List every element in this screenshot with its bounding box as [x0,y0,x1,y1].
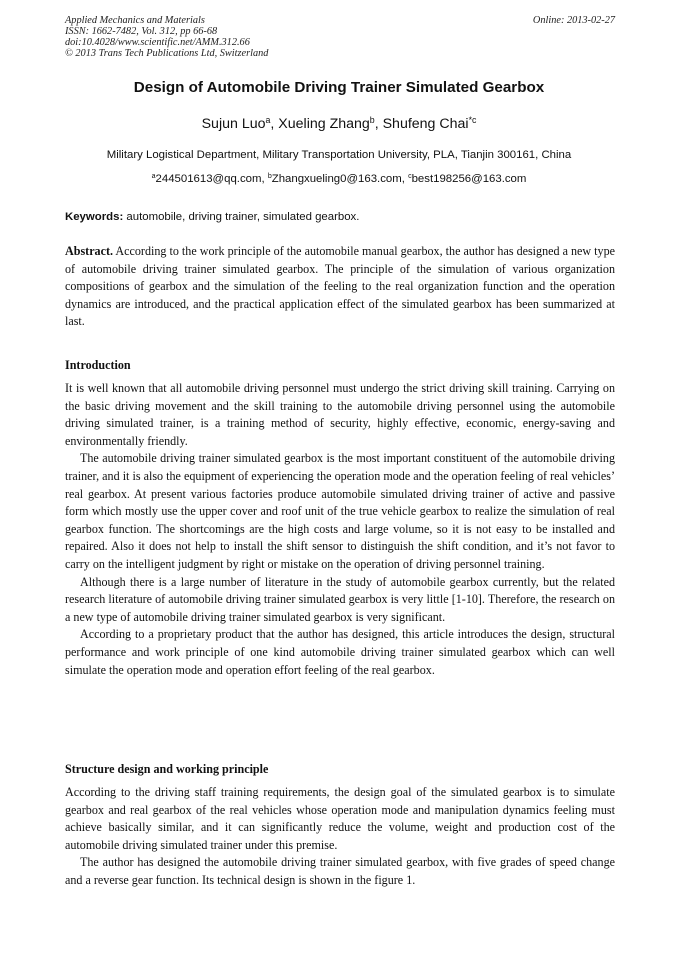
email[interactable]: $^a$244501613@qq.com, [151,173,268,185]
copyright-line: © 2013 Trans Tech Publications Ltd, Switzerland [65,48,269,59]
paragraph: According to the driving staff training requirements, the design goal of the simulated gearbox is to simulate gearbox and real gearbox of the real vehicles whose operation mode and manipulation dynamics feeling must achieve basically similar, and it can significantly reduce the volume, weight and production cost of the automobile driving simulated trainer under this premise. [65,785,615,852]
paper-title: Design of Automobile Driving Trainer Simulated Gearbox [133,79,545,96]
abstract-text: According to the work principle of the automobile manual gearbox, the author has designed a new type of automobile driving trainer simulated gearbox. The principle of the simulation of various organization compositions of gearbox and the simulation of the feeling to the real organization function and the operation dynamics are introduced, and the practical application effect of the simulated gearbox has been summarized at last. [65,244,615,329]
author-list [0,115,678,133]
paragraph: The author has designed the automobile driving trainer simulated gearbox, with five grades of speed change and a reverse gear function. Its technical design is shown in the figure 1. [65,855,615,887]
section-introduction [65,357,615,679]
abstract-label: Abstract. [65,244,114,258]
section-structure-design [65,761,615,890]
keywords-label: Keywords: [65,211,124,223]
email[interactable]: $^b$Zhangxueling0@163.com, [267,173,409,185]
doi-line: doi:10.4028/www.scientific.net/AMM.312.66 [65,37,250,48]
author: Shufeng Chai$^{*c}$ [382,115,477,132]
paragraph: The automobile driving trainer simulated gearbox is the most important constituent of the automobile driving trainer, and it is also the equipment of experiencing the operation mode and the operation feeling of real vehicles’ real gearbox. At present various factories produce automobile simulated driving trainer of active and passive form which mostly use the upper cover and roof unit of the true vehicle gearbox to realize the simulation of real gearbox function. The shortcomings are the high costs and large volume, so it is not easy to be installed and repaired. Also it does not help to install the shift sensor to distinguish the shift condition, and it’s not favor to carry on the intelligent judgment by right or mistake on the operation of driving personnel training. [65,451,615,571]
abstract [65,243,615,331]
paragraph: According to a proprietary product that the author has designed, this article introduces the design, structural performance and work principle of one kind automobile driving trainer simulated gearbox which can well simulate the operation mode and operation effort feeling of the real gearbox. [65,627,615,677]
keywords-text: automobile, driving trainer, simulated gearbox. [126,211,360,223]
section-heading: Structure design and working principle [65,762,269,776]
author: Xueling Zhang$^b$, [278,115,383,132]
email[interactable]: $^c$best198256@163.com [408,173,527,185]
journal-header [65,15,615,59]
journal-name: Applied Mechanics and Materials [65,15,205,26]
issn-line: ISSN: 1662-7482, Vol. 312, pp 66-68 [65,26,218,37]
paragraph: Although there is a large number of literature in the study of automobile gearbox currently, but the related research literature of automobile driving trainer simulated gearbox is very little [1-10]. Therefore, the research on a new type of automobile driving trainer simulated gearbox is very significant. [65,574,615,624]
keywords [65,210,615,225]
email-list [0,172,678,187]
paragraph: It is well known that all automobile driving personnel must undergo the strict driving skill training. Carrying on the basic driving movement and the skill training to the automobile driving personnel using the automobile driving simulated trainer, is a training method of security, highly effective, economic, energy-saving and environmentally friendly. [65,381,615,448]
affiliation: Military Logistical Department, Military Transportation University, PLA, Tianjin 300161, China [106,149,572,161]
author: Sujun Luo$^a$, [201,115,279,132]
online-date: Online: 2013-02-27 [532,15,615,26]
section-heading: Introduction [65,358,131,372]
